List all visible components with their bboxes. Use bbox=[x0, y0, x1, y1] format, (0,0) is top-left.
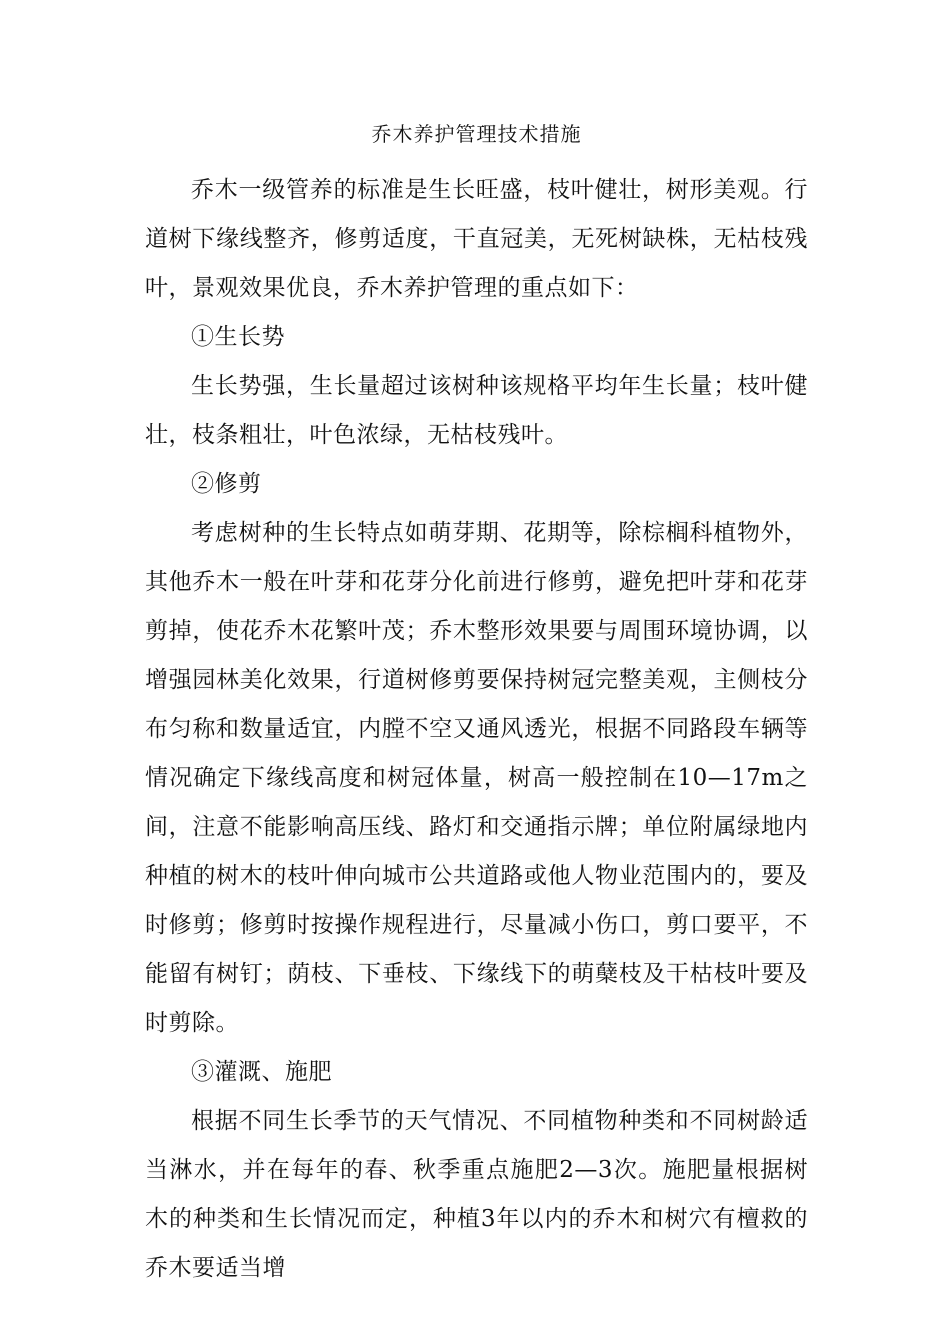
section-body-irrigation: 根据不同生长季节的天气情况、不同植物种类和不同树龄适当淋水，并在每年的春、秋季重点施肥2—3次。施肥量根据树木的种类和生长情况而定，种植3年以内的乔木和树穴有檀救的乔木要适当增 bbox=[145, 1108, 808, 1281]
document-body bbox=[145, 120, 808, 1293]
section-body-pruning: 考虑树种的生长特点如萌芽期、花期等，除棕榈科植物外，其他乔木一般在叶芽和花芽分化前进行修剪，避免把叶芽和花芽剪掉，使花乔木花繁叶茂；乔木整形效果要与周围环境协调，以增强园林美化效果，行道树修剪要保持树冠完整美观，主侧枝分布匀称和数量适宜，内膛不空又通风透光，根据不同路段车辆等情况确定下缘线高度和树冠体量，树高一般控制在10—17m之间，注意不能影响高压线、路灯和交通指示牌；单位附属绿地内种植的树木的枝叶伸向城市公共道路或他人物业范围内的，要及时修剪；修剪时按操作规程进行，尽量减小伤口，剪口要平，不能留有树钉；荫枝、下垂枝、下缘线下的萌蘖枝及干枯枝叶要及时剪除。 bbox=[145, 520, 808, 1036]
section-heading-pruning: ②修剪 bbox=[191, 471, 262, 497]
section-heading-irrigation: ③灌溉、施肥 bbox=[191, 1059, 332, 1085]
section-body-growth: 生长势强，生长量超过该树种该规格平均年生长量；枝叶健壮，枝条粗壮，叶色浓绿，无枯枝残叶。 bbox=[145, 373, 808, 448]
intro-paragraph: 乔木一级管养的标准是生长旺盛，枝叶健壮，树形美观。行道树下缘线整齐，修剪适度，干直冠美，无死树缺株，无枯枝残叶，景观效果优良，乔木养护管理的重点如下： bbox=[145, 177, 808, 301]
page-title: 乔木养护管理技术措施 bbox=[371, 122, 582, 146]
section-heading-growth: ①生长势 bbox=[191, 324, 285, 350]
